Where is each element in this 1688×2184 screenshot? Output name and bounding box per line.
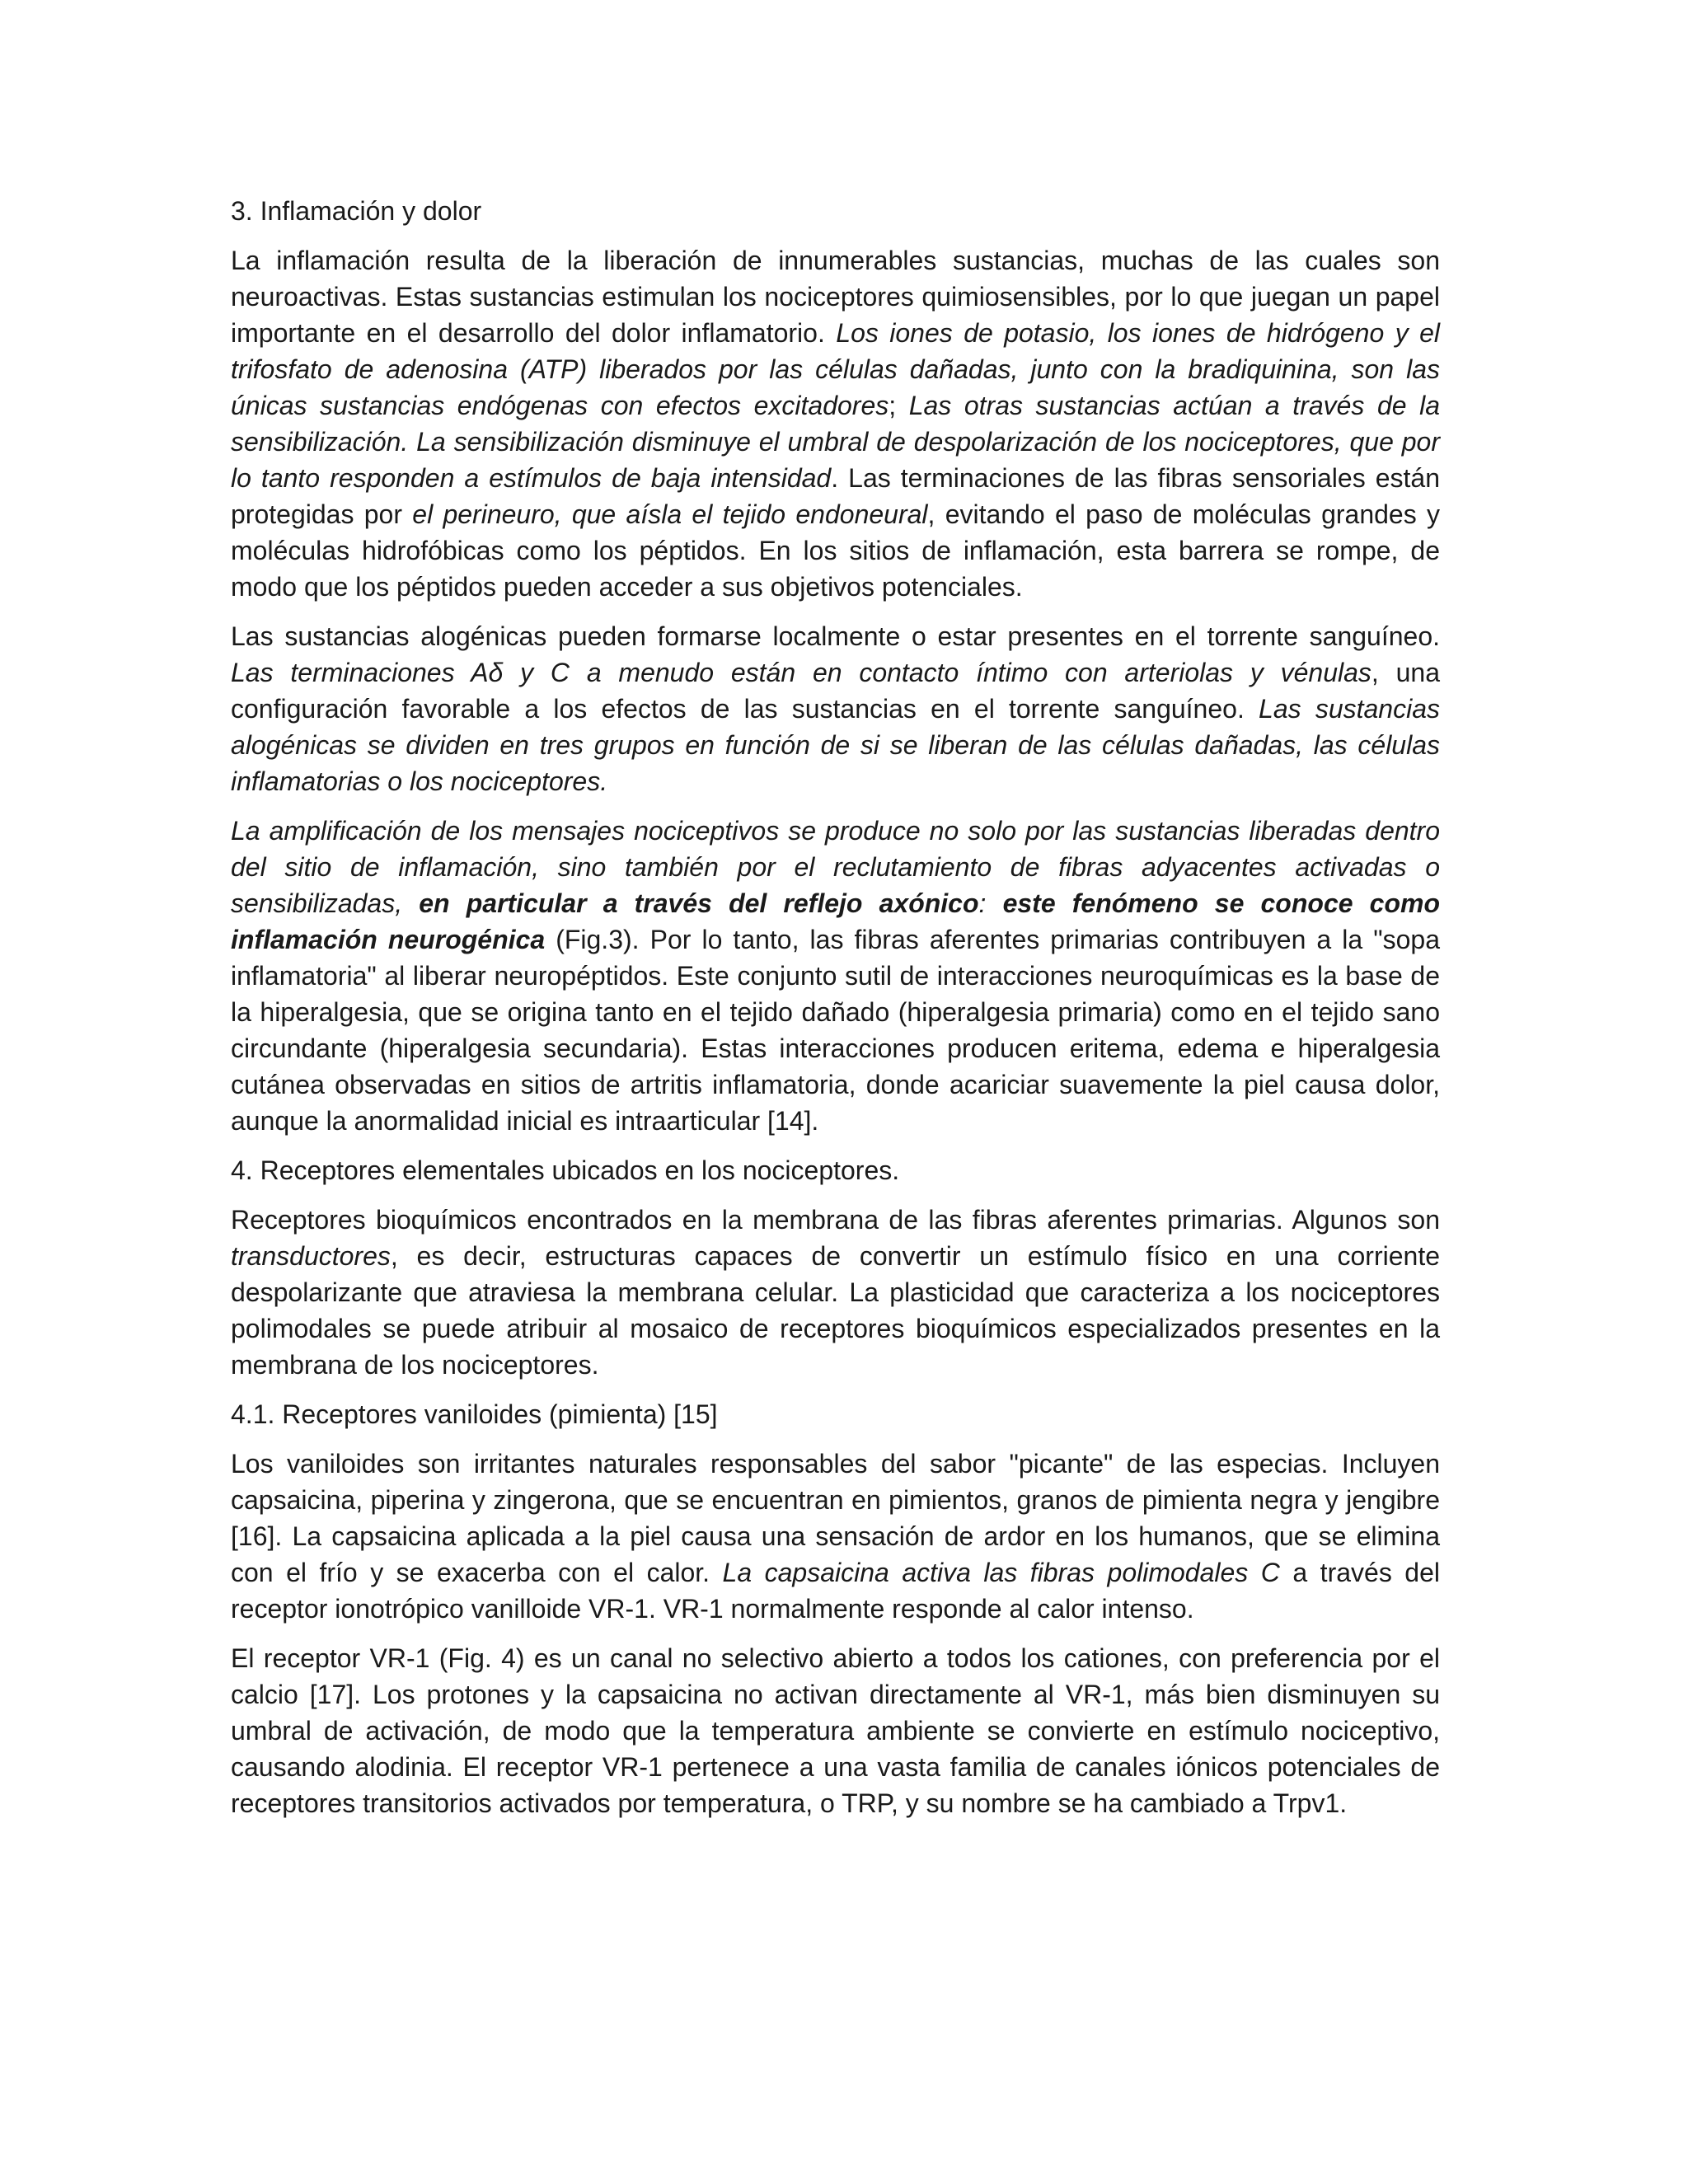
italic-text-run: La capsaicina activa las fibras polimodales C: [722, 1558, 1280, 1587]
italic-text-run: Los iones de potasio, los iones de hidrógeno y el trifosfato de adenosina (ATP) liberados por las células dañadas, junto con la bradiquinina, son las únicas sustancias endógenas con efectos excitadores: [231, 318, 1441, 420]
italic-text-run: Las otras sustancias actúan a través de la sensibilización. La sensibilización disminuye el umbral de despolarización de los nociceptores, que por lo tanto responden a estímulos de baja intensidad: [231, 391, 1441, 493]
paragraph-vanilloid-2: El receptor VR-1 (Fig. 4) es un canal no selectivo abierto a todos los cationes, con preferencia por el calcio [17]. Los protones y la capsaicina no activan directamente al VR-1, más bien disminuyen su umbral de activación, de modo que la temperatura ambiente se convierte en estímulo nociceptivo, causando alodinia. El receptor VR-1 pertenece a una vasta familia de canales iónicos potenciales de receptores transitorios activados por temperatura, o TRP, y su nombre se ha cambiado a Trpv1.: [231, 1643, 1440, 1818]
italic-text-run: Las terminaciones Aδ y C a menudo están en contacto íntimo con arteriolas y vénulas: [231, 658, 1372, 687]
text-run: . Las terminaciones de las fibras sensoriales están protegidas por: [231, 463, 1441, 529]
section-heading-4: 4. Receptores elementales ubicados en los nociceptores.: [231, 1155, 900, 1185]
text-run: , evitando el paso de moléculas grandes y moléculas hidrofóbicas como los péptidos. En los sitios de inflamación, esta barrera se rompe, de modo que los péptidos pueden acceder a sus objetivos potenciales.: [231, 499, 1441, 602]
text-run: , una configuración favorable a los efectos de las sustancias en el torrente sanguíneo.: [231, 658, 1440, 724]
italic-text-run: el perineuro, que aísla el tejido endoneural: [412, 499, 928, 529]
text-run: ;: [889, 391, 909, 420]
italic-text-run: La amplificación de los mensajes nociceptivos se produce no solo por las sustancias liberadas dentro del sitio de inflamación, sino también por el reclutamiento de fibras adyacentes activadas o sensibilizadas,: [231, 816, 1440, 918]
paragraph-receptors-1: [231, 1202, 1440, 1383]
text-run: (Fig.3). Por lo tanto, las fibras aferentes primarias contribuyen a la "sopa inflamatoria" al liberar neuropéptidos. Este conjunto sutil de interacciones neuroquímicas es la base de la hiperalgesia, que se origina tanto en el tejido dañado (hiperalgesia primaria) como en el tejido sano circundante (hiperalgesia secundaria). Estas interacciones producen eritema, edema e hiperalgesia cutánea observadas en sitios de artritis inflamatoria, donde acariciar suavemente la piel causa dolor, aunque la anormalidad inicial es intraarticular [14].: [231, 925, 1441, 1136]
text-run: Receptores bioquímicos encontrados en la membrana de las fibras aferentes primarias. Algunos son: [231, 1205, 1440, 1235]
text-run: Los vaniloides son irritantes naturales responsables del sabor "picante" de las especias. Incluyen capsaicina, piperina y zingerona, que se encuentran en pimientos, granos de pimienta negra y jengibre [16]. La capsaicina aplicada a la piel causa una sensación de ardor en los humanos, que se elimina con el frío y se exacerba con el calor.: [231, 1449, 1440, 1587]
text-run: Las sustancias alogénicas pueden formarse localmente o estar presentes en el torrente sanguíneo.: [231, 621, 1440, 651]
text-run: a través del receptor ionotrópico vanilloide VR-1. VR-1 normalmente responde al calor intenso.: [231, 1558, 1441, 1624]
paragraph-inflammation-1: [231, 242, 1440, 605]
paragraph-vanilloid-1: [231, 1446, 1440, 1627]
section-heading-3: 3. Inflamación y dolor: [231, 196, 482, 226]
paragraph-inflammation-2: [231, 618, 1440, 799]
text-run: La inflamación resulta de la liberación de innumerables sustancias, muchas de las cuales son neuroactivas. Estas sustancias estimulan los nociceptores quimiosensibles, por lo que juegan un papel importante en el desarrollo del dolor inflamatorio.: [231, 246, 1440, 348]
document-body: [231, 193, 1440, 1835]
section-heading-4-1: 4.1. Receptores vaniloides (pimienta) [15]: [231, 1399, 718, 1429]
text-run: , es decir, estructuras capaces de convertir un estímulo físico en una corriente despolarizante que atraviesa la membrana celular. La plasticidad que caracteriza a los nociceptores polimodales se puede atribuir al mosaico de receptores bioquímicos especializados presentes en la membrana de los nociceptores.: [231, 1241, 1440, 1380]
italic-text-run: :: [978, 888, 1003, 918]
paragraph-inflammation-3: [231, 813, 1440, 1139]
bold-italic-text-run: en particular a través del reflejo axónico: [419, 888, 979, 918]
italic-text-run: transductores: [231, 1241, 391, 1271]
italic-text-run: Las sustancias alogénicas se dividen en tres grupos en función de si se liberan de las células dañadas, las células inflamatorias o los nociceptores.: [231, 694, 1441, 796]
bold-italic-text-run: este fenómeno se conoce como inflamación neurogénica: [231, 888, 1441, 954]
